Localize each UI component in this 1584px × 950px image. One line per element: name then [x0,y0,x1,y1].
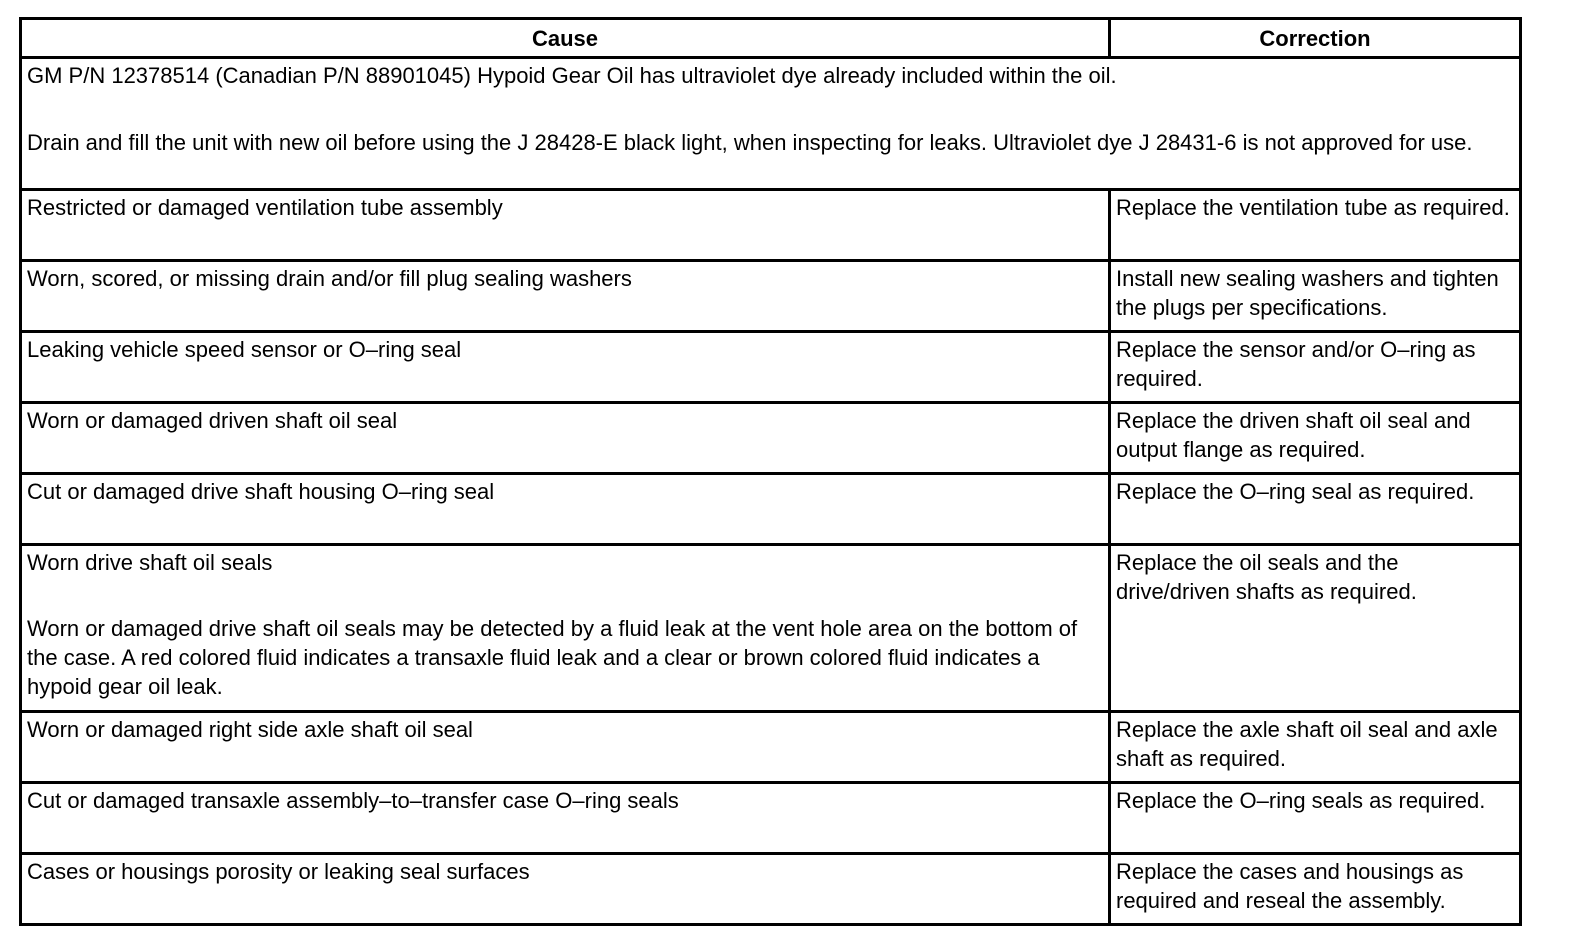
table-row [21,190,1521,261]
correction-cell: Replace the O–ring seal as required. [1110,474,1521,545]
note-line-1: GM P/N 12378514 (Canadian P/N 88901045) Hypoid Gear Oil has ultraviolet dye already included within the oil. [27,63,1117,88]
note-row [21,58,1521,190]
note-cell [21,58,1521,190]
table-row [21,712,1521,783]
cause-cell: Worn or damaged right side axle shaft oil seal [21,712,1110,783]
correction-cell: Replace the driven shaft oil seal and output flange as required. [1110,403,1521,474]
table-row [21,332,1521,403]
cause-correction-table [19,17,1522,926]
correction-cell: Replace the axle shaft oil seal and axle shaft as required. [1110,712,1521,783]
cause-header: Cause [21,19,1110,58]
cause-cell: Worn or damaged driven shaft oil seal [21,403,1110,474]
table-row [21,261,1521,332]
table-row [21,474,1521,545]
correction-cell: Replace the O–ring seals as required. [1110,783,1521,854]
cause-cell: Cut or damaged transaxle assembly–to–transfer case O–ring seals [21,783,1110,854]
cause-detail-text: Worn or damaged drive shaft oil seals may be detected by a fluid leak at the vent hole area on the bottom of the case. A red colored fluid indicates a transaxle fluid leak and a clear or brown colored fluid indicates a hypoid gear oil leak. [27,616,1078,699]
cause-cell [21,545,1110,712]
cause-cell: Cut or damaged drive shaft housing O–ring seal [21,474,1110,545]
correction-cell: Replace the cases and housings as required and reseal the assembly. [1110,854,1521,925]
table-row [21,403,1521,474]
correction-cell: Install new sealing washers and tighten the plugs per specifications. [1110,261,1521,332]
cause-cell: Cases or housings porosity or leaking seal surfaces [21,854,1110,925]
cause-cell: Restricted or damaged ventilation tube assembly [21,190,1110,261]
cause-cell: Worn, scored, or missing drain and/or fill plug sealing washers [21,261,1110,332]
table-row [21,854,1521,925]
correction-cell: Replace the sensor and/or O–ring as required. [1110,332,1521,403]
correction-cell: Replace the oil seals and the drive/driven shafts as required. [1110,545,1521,712]
note-line-2: Drain and fill the unit with new oil before using the J 28428-E black light, when inspecting for leaks. Ultraviolet dye J 28431-6 is not approved for use. [27,130,1473,155]
table-row [21,783,1521,854]
cause-main-text: Worn drive shaft oil seals [27,550,273,575]
cause-cell: Leaking vehicle speed sensor or O–ring seal [21,332,1110,403]
correction-header: Correction [1110,19,1521,58]
correction-cell: Replace the ventilation tube as required. [1110,190,1521,261]
table-row [21,545,1521,712]
header-row [21,19,1521,58]
